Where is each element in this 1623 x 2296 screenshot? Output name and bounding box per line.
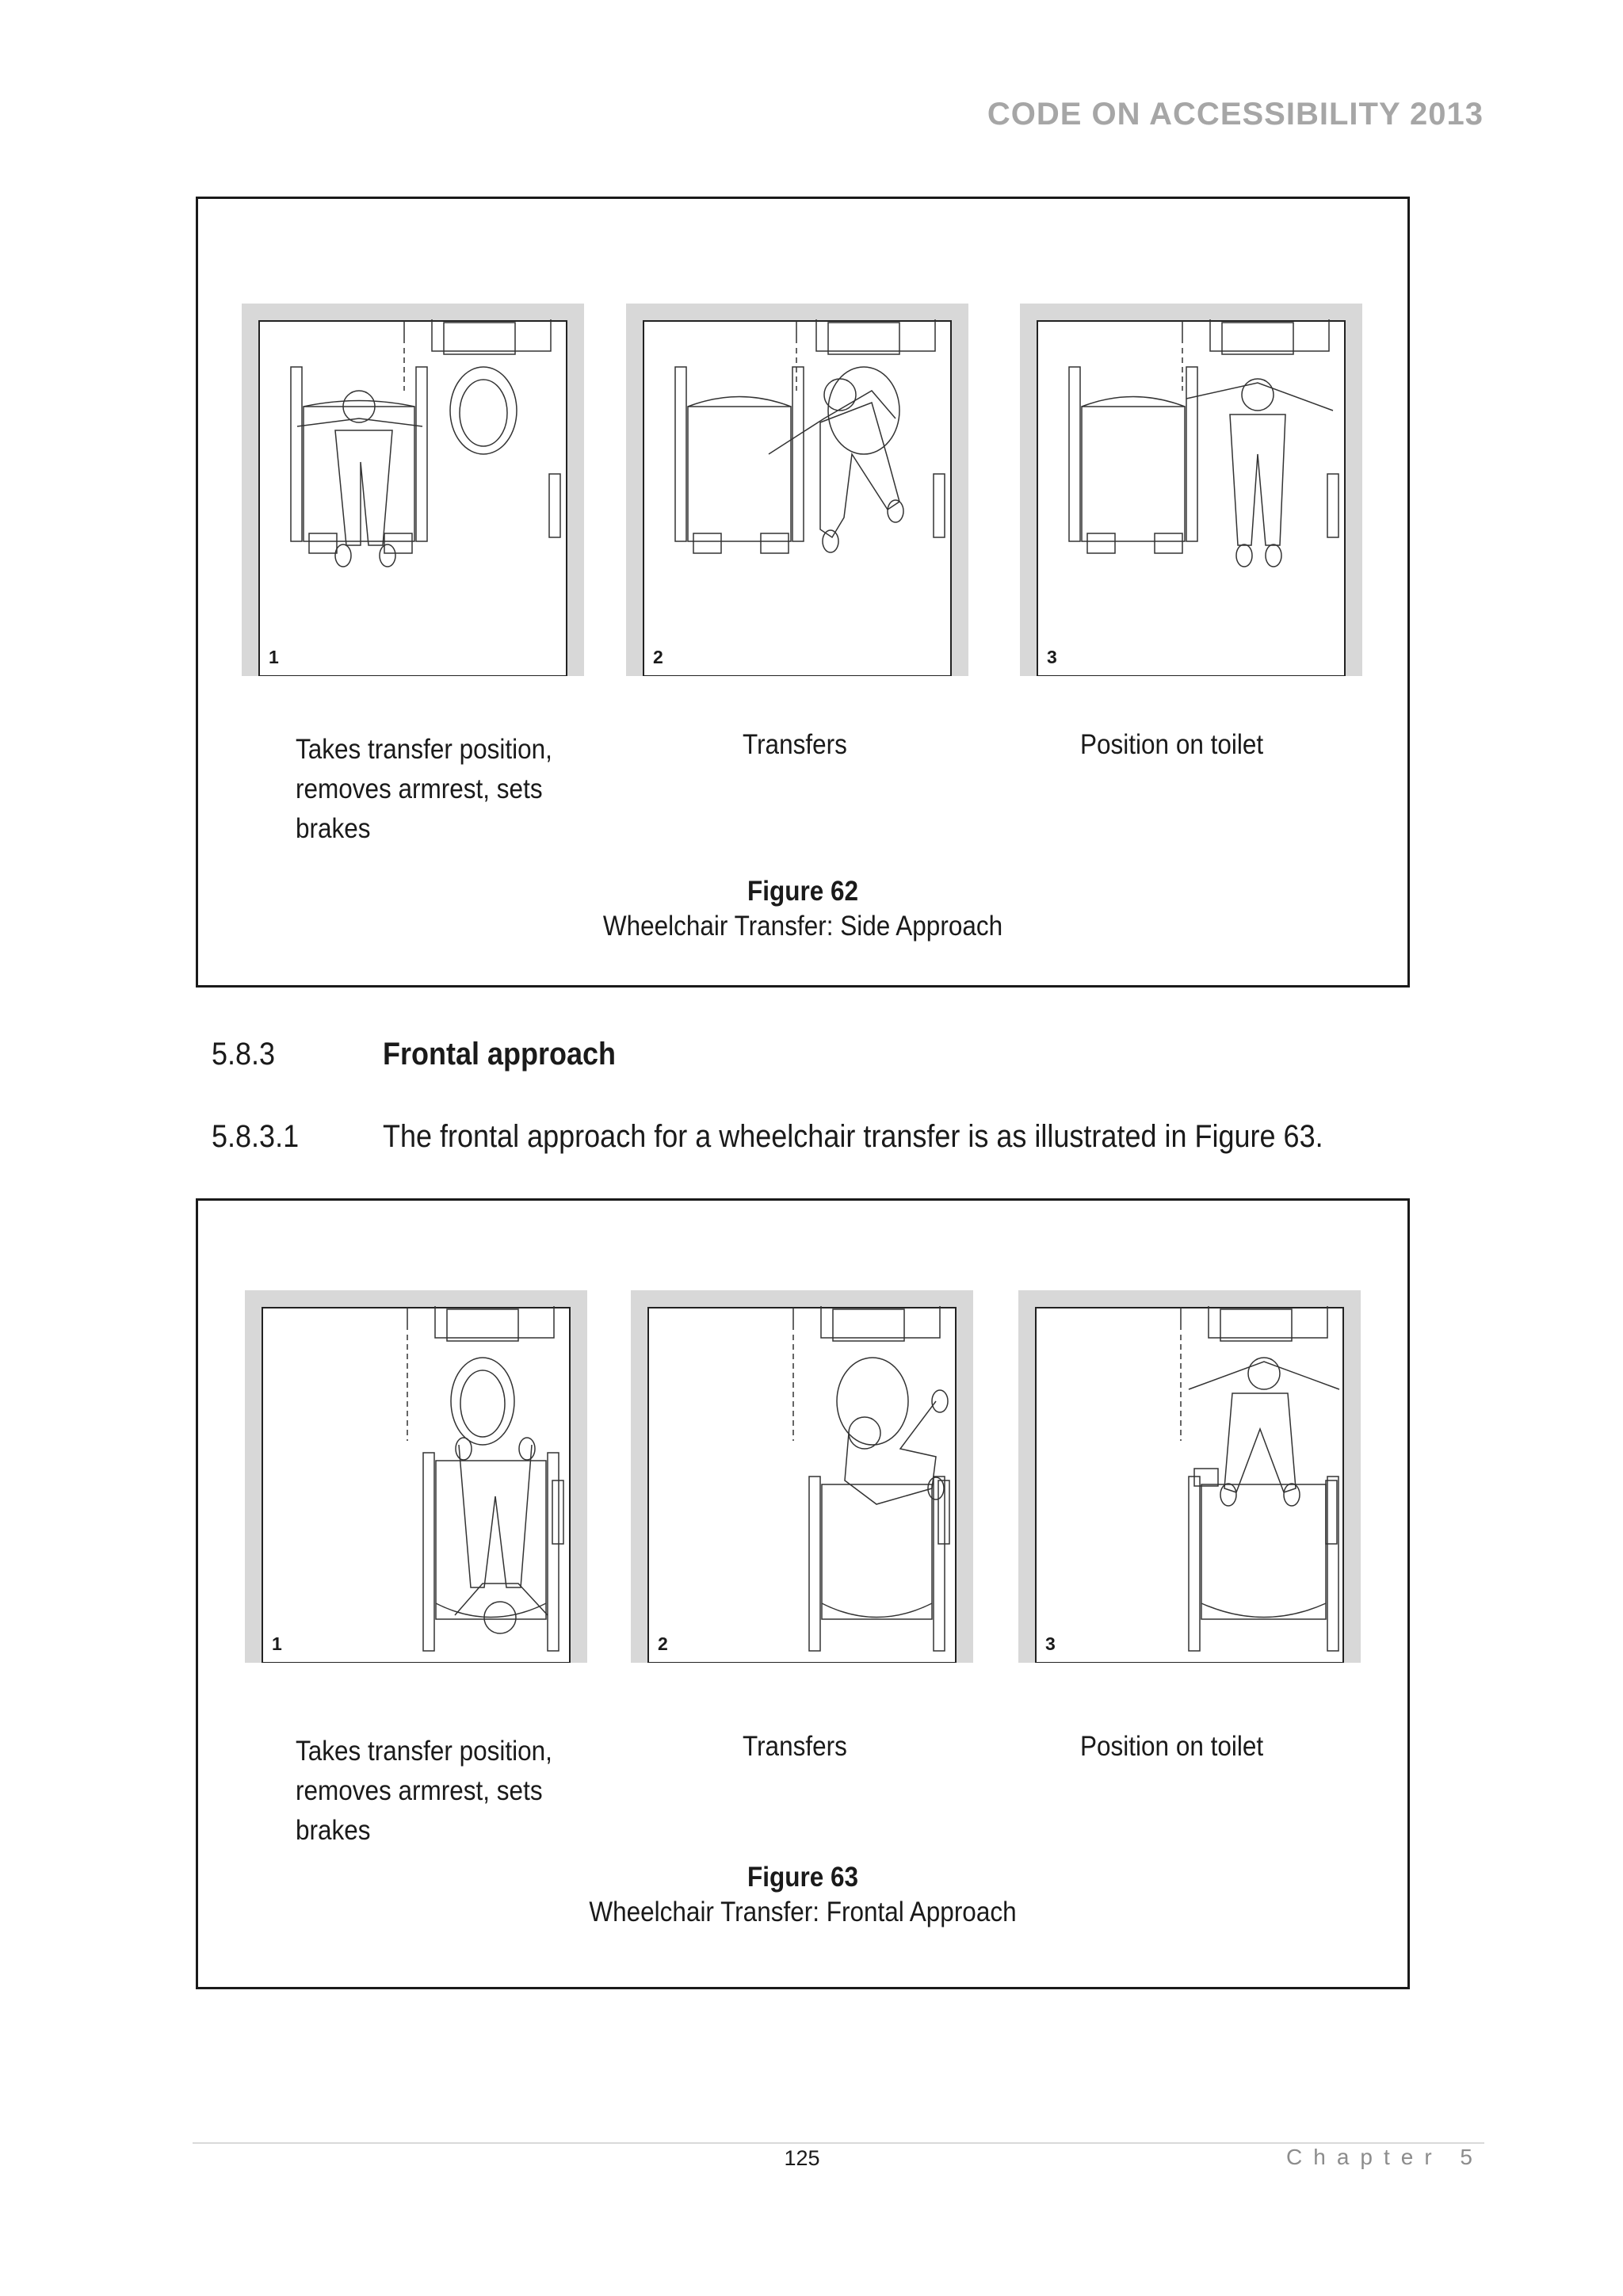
figure-number: Figure 63 — [747, 1862, 859, 1893]
caption-line: brakes — [296, 813, 371, 844]
figure-62-panel-3 — [1020, 304, 1362, 676]
caption-line: removes armrest, sets — [296, 1775, 543, 1806]
section-number: 5.8.3 — [212, 1037, 276, 1072]
caption-line: removes armrest, sets — [296, 774, 543, 804]
figure-63-caption-step-1 — [296, 1732, 552, 1851]
figure-title: Wheelchair Transfer: Side Approach — [602, 911, 1003, 942]
figure-62-caption-step-1 — [296, 730, 552, 849]
figure-62-panel-1 — [242, 304, 584, 676]
frontal-approach-step3-drawing — [1018, 1290, 1361, 1663]
figure-62-caption-step-2 — [743, 725, 847, 765]
figure-62-panel-2 — [626, 304, 968, 676]
figure-63-panel-2 — [631, 1290, 973, 1663]
caption-line: Takes transfer position, — [296, 734, 552, 765]
section-title: Frontal approach — [383, 1037, 617, 1072]
figure-63-panel-3 — [1018, 1290, 1361, 1663]
figure-63-frame — [196, 1198, 1410, 1989]
frontal-approach-step2-drawing — [631, 1290, 973, 1663]
paragraph-text: The frontal approach for a wheelchair transfer is as illustrated in Figure 63. — [383, 1119, 1323, 1154]
figure-62-frame — [196, 197, 1410, 988]
caption-line: brakes — [296, 1815, 371, 1846]
panel-number: 2 — [658, 1633, 668, 1654]
paragraph-number: 5.8.3.1 — [212, 1119, 300, 1154]
figure-63-caption-step-2 — [743, 1727, 847, 1767]
side-approach-step2-drawing — [626, 304, 968, 676]
caption-line: Position on toilet — [1080, 729, 1264, 760]
footer-divider — [193, 2142, 1484, 2144]
panel-number: 3 — [1047, 647, 1057, 667]
figure-62-label — [198, 874, 1407, 944]
panel-number: 2 — [653, 647, 663, 667]
panel-number: 1 — [269, 647, 279, 667]
side-approach-step3-drawing — [1020, 304, 1362, 676]
figure-63-label — [198, 1860, 1407, 1930]
figure-number: Figure 62 — [747, 876, 859, 907]
figure-63-panel-1 — [245, 1290, 587, 1663]
caption-line: Transfers — [743, 1731, 847, 1762]
caption-line: Position on toilet — [1080, 1731, 1264, 1762]
caption-line: Transfers — [743, 729, 847, 760]
side-approach-step1-drawing — [242, 304, 584, 676]
document-title: CODE ON ACCESSIBILITY 2013 — [987, 97, 1484, 132]
panel-number: 1 — [272, 1633, 282, 1654]
page-number: 125 — [784, 2146, 820, 2170]
figure-63-caption-step-3 — [1080, 1727, 1263, 1767]
figure-title: Wheelchair Transfer: Frontal Approach — [589, 1897, 1017, 1927]
caption-line: Takes transfer position, — [296, 1736, 552, 1767]
frontal-approach-step1-drawing — [245, 1290, 587, 1663]
panel-number: 3 — [1045, 1633, 1056, 1654]
chapter-label: Chapter 5 — [1286, 2145, 1484, 2169]
figure-62-caption-step-3 — [1080, 725, 1263, 765]
